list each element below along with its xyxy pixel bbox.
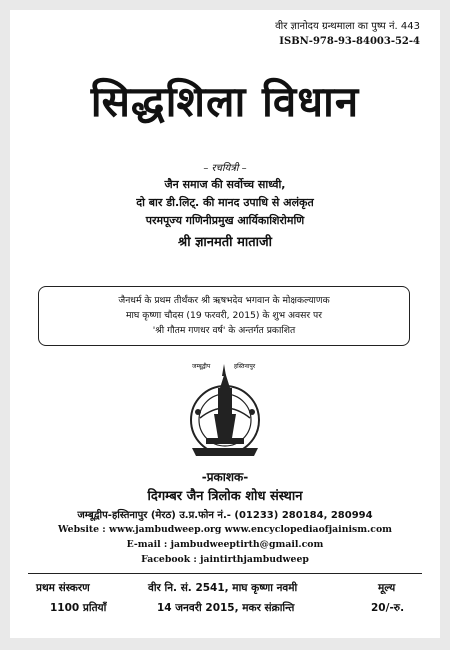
publisher-label: -प्रकाशक- [201,470,249,484]
institute-emblem-icon [178,358,272,466]
author-name: श्री ज्ञानमती माताजी [177,235,273,250]
price: 20/-रु. [371,602,405,614]
publisher-email: E-mail : jambudweeptirth@gmail.com [126,539,324,550]
emblem-text-right: हस्तिनापुर [234,363,256,370]
price-label: मूल्य [378,582,396,594]
footer-divider [28,573,422,574]
series-info: वीर ज्ञानोदय ग्रन्थमाला का पुष्प नं. 443 [275,21,420,32]
publisher-website: Website : www.jambudweep.org www.encyclopediaofjainism.com [57,524,392,535]
occasion-line-1: जैनधर्म के प्रथम तीर्थंकर श्री ऋषभदेव भगवान के मोक्षकल्याणक [118,295,330,306]
edition: प्रथम संस्करण [36,582,90,594]
isbn: ISBN-978-93-84003-52-4 [279,36,420,47]
publisher-address: जम्बूद्वीप-हस्तिनापुर (मेरठ) उ.प्र.फोन नं.- (01233) 280184, 280994 [77,510,373,521]
date-veer-samvat: वीर नि. सं. 2541, माघ कृष्णा नवमी [148,582,298,594]
emblem-text-left: जम्बूद्वीप [192,363,211,370]
occasion-line-2: माघ कृष्णा चौदस (19 फरवरी, 2015) के शुभ अवसर पर [125,310,322,321]
book-title: सिद्धशिला विधान [90,77,360,126]
author-desc-2: दो बार डी.लिट्. की मानद उपाधि से अलंकृत [136,196,314,209]
publisher-facebook: Facebook : jaintirthjambudweep [141,554,309,565]
date-gregorian: 14 जनवरी 2015, मकर संक्रान्ति [157,602,295,614]
copies: 1100 प्रतियाँ [50,602,107,614]
author-role: – रचयित्री – [203,163,247,174]
title-page [10,10,440,638]
occasion-line-3: 'श्री गौतम गणधर वर्ष' के अन्तर्गत प्रकाशित [152,325,296,336]
author-desc-3: परमपूज्य गणिनीप्रमुख आर्यिकाशिरोमणि [145,214,305,227]
publisher-name: दिगम्बर जैन त्रिलोक शोध संस्थान [147,489,303,504]
author-desc-1: जैन समाज की सर्वोच्च साध्वी, [164,178,286,191]
occasion-box [38,286,410,346]
